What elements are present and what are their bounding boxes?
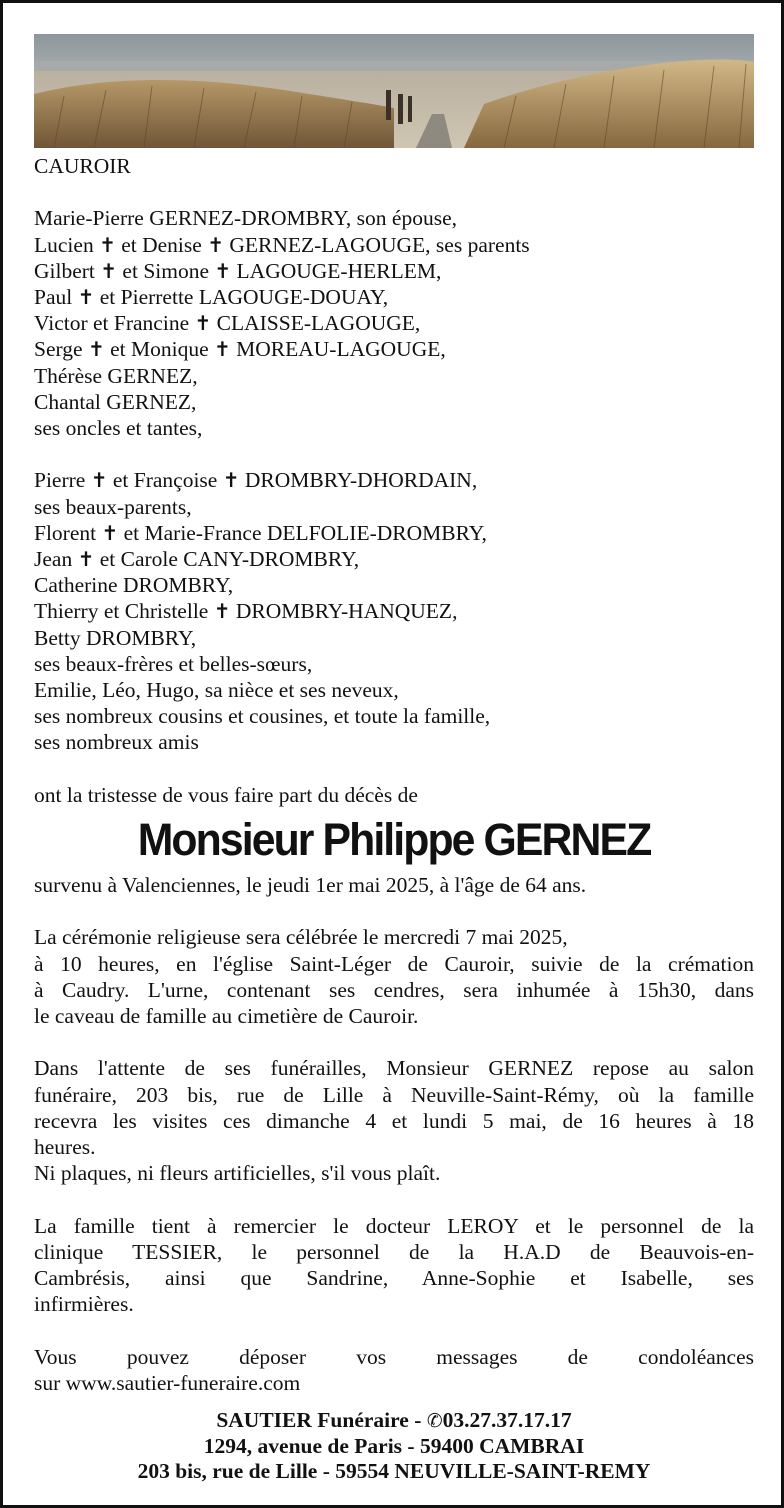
funeral-home-address-2: 203 bis, rue de Lille - 59554 NEUVILLE-SAINT-REMY <box>137 1459 651 1484</box>
relative-line: Catherine DROMBRY, <box>34 573 234 598</box>
condolences-paragraph <box>34 1344 754 1396</box>
relative-line: Jean ✝ et Carole CANY-DROMBRY, <box>34 547 360 572</box>
thanks-line: La famille tient à remercier le docteur LEROY et le personnel de la <box>34 1213 754 1238</box>
relative-line: Paul ✝ et Pierrette LAGOUGE-DOUAY, <box>34 285 389 309</box>
funeral-home-name: SAUTIER Funéraire - <box>216 1408 427 1433</box>
death-info: survenu à Valenciennes, le jeudi 1er mai 2025, à l'âge de 64 ans. <box>34 873 587 898</box>
funeral-home-contact <box>34 1408 754 1434</box>
location-heading: CAUROIR <box>34 154 131 178</box>
spouse-line: Marie-Pierre GERNEZ-DROMBRY, son épouse, <box>34 206 457 231</box>
relative-line: Thierry et Christelle ✝ DROMBRY-HANQUEZ, <box>34 599 458 624</box>
visitation-line: heures. <box>34 1135 96 1160</box>
beach-dunes-boardwalk-image <box>34 34 754 148</box>
relative-line: Emilie, Léo, Hugo, sa nièce et ses neveux, <box>34 678 399 703</box>
latin-cross-icon: ✝ <box>207 232 224 257</box>
visitation-paragraph <box>34 1055 754 1186</box>
latin-cross-icon: ✝ <box>101 520 119 545</box>
relative-line: Pierre ✝ et Françoise ✝ DROMBRY-DHORDAIN, <box>34 468 478 493</box>
latin-cross-icon: ✝ <box>100 258 118 283</box>
latin-cross-icon: ✝ <box>90 468 108 493</box>
latin-cross-icon: ✝ <box>99 232 116 257</box>
family-list-1 <box>34 205 754 441</box>
ceremony-paragraph <box>34 924 754 1029</box>
condolences-website: sur www.sautier-funeraire.com <box>34 1370 301 1395</box>
ceremony-line: La cérémonie religieuse sera célébrée le mercredi 7 mai 2025, <box>34 925 568 950</box>
funeral-home-phone: 03.27.37.17.17 <box>442 1408 572 1433</box>
latin-cross-icon: ✝ <box>77 547 95 572</box>
funeral-home-footer <box>34 1408 754 1484</box>
ceremony-line: à 10 heures, en l'église Saint-Léger de Cauroir, suivie de la crémation <box>34 951 754 976</box>
latin-cross-icon: ✝ <box>87 337 105 362</box>
notice-text <box>34 153 754 1484</box>
relative-line: Serge ✝ et Monique ✝ MOREAU-LAGOUGE, <box>34 337 446 362</box>
relative-line: Gilbert ✝ et Simone ✝ LAGOUGE-HERLEM, <box>34 258 442 283</box>
latin-cross-icon: ✝ <box>222 468 240 493</box>
relative-line: ses nombreux cousins et cousines, et toute la famille, <box>34 704 491 729</box>
family-list-2 <box>34 467 754 755</box>
relation-caption: ses beaux-parents, <box>34 494 192 519</box>
relative-line: Betty DROMBRY, <box>34 625 197 650</box>
relative-line: Victor et Francine ✝ CLAISSE-LAGOUGE, <box>34 311 421 336</box>
banner-image <box>34 34 754 148</box>
ceremony-line: à Caudry. L'urne, contenant ses cendres, sera inhumée à 15h30, dans <box>34 977 754 1002</box>
latin-cross-icon: ✝ <box>194 311 212 336</box>
relative-line: Chantal GERNEZ, <box>34 389 197 414</box>
visitation-line: funéraire, 203 bis, rue de Lille à Neuville-Saint-Rémy, où la famille <box>34 1082 754 1107</box>
relative-line: Florent ✝ et Marie-France DELFOLIE-DROMBRY, <box>34 520 487 545</box>
thanks-paragraph <box>34 1213 754 1318</box>
relative-line: Thérèse GERNEZ, <box>34 363 198 388</box>
latin-cross-icon: ✝ <box>214 337 231 362</box>
visitation-line: Dans l'attente de ses funérailles, Monsieur GERNEZ repose au salon <box>34 1056 754 1081</box>
thanks-line: Cambrésis, ainsi que Sandrine, Anne-Sophie et Isabelle, ses <box>34 1266 754 1291</box>
latin-cross-icon: ✝ <box>213 599 231 624</box>
condolences-line: Vous pouvez déposer vos messages de condoléances <box>34 1344 754 1369</box>
visitation-line: recevra les visites ces dimanche 4 et lundi 5 mai, de 16 heures à 18 <box>34 1108 754 1133</box>
announcement-intro: ont la tristesse de vous faire part du décès de <box>34 782 418 807</box>
funeral-home-address-1: 1294, avenue de Paris - 59400 CAMBRAI <box>203 1434 585 1459</box>
telephone-icon: ✆ <box>426 1410 443 1433</box>
latin-cross-icon: ✝ <box>77 285 95 309</box>
thanks-line: clinique TESSIER, le personnel de la H.A.D de Beauvois-en- <box>34 1239 754 1264</box>
thanks-line: infirmières. <box>34 1292 134 1317</box>
relative-line: ses nombreux amis <box>34 730 199 755</box>
latin-cross-icon: ✝ <box>214 258 232 283</box>
no-flowers-note: Ni plaques, ni fleurs artificielles, s'il vous plaît. <box>34 1161 441 1186</box>
relation-caption: ses beaux-frères et belles-sœurs, <box>34 651 313 676</box>
relation-caption: ses oncles et tantes, <box>34 416 203 441</box>
deceased-name: Monsieur Philippe GERNEZ <box>137 814 651 866</box>
parents-line: Lucien ✝ et Denise ✝ GERNEZ-LAGOUGE, ses parents <box>34 232 530 257</box>
ceremony-line: le caveau de famille au cimetière de Cauroir. <box>34 1004 419 1029</box>
